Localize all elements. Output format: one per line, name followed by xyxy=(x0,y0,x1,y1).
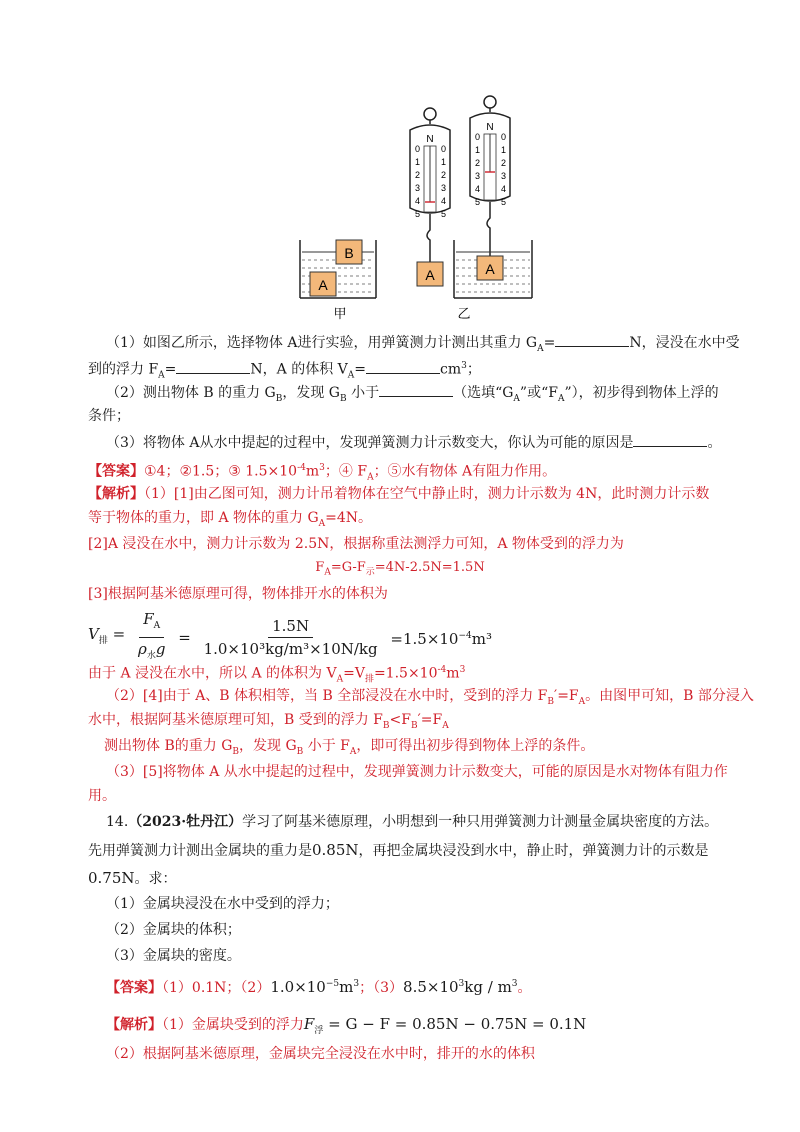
fraction-symbolic: $\frac{F_A}{\rho_水g}$ xyxy=(137,610,166,661)
svg-text:2: 2 xyxy=(415,170,421,180)
svg-text:2: 2 xyxy=(475,158,481,168)
svg-text:3: 3 xyxy=(501,171,507,181)
svg-text:4: 4 xyxy=(475,184,481,194)
q14-stem-1: 14.（2023·牡丹江）学习了阿基米德原理，小明想到一种只用弹簧测力计测量金属块密度的方法。 xyxy=(106,814,719,830)
volume-formula: $V_排$ = $\frac{F_A}{\rho_水g}$ = $\frac{1.5N}{\text{1.0×10³kg/m³×10N/kg}}$ $=1.5\times 10^{-4}m^3$ xyxy=(88,608,492,667)
svg-text:A: A xyxy=(485,261,495,277)
beaker-jia xyxy=(300,240,376,298)
unit-label: N xyxy=(426,134,434,145)
q14-stem-2: 先用弹簧测力计测出金属块的重力是0.85N，再把金属块浸没到水中，静止时，弹簧测力计的示数是 xyxy=(88,841,709,859)
q13-part2-line2: 条件； xyxy=(88,408,130,424)
svg-text:1: 1 xyxy=(441,157,447,167)
q13-part1-line2: 到的浮力 $F_A= N$，A 的体积 $V_A= cm^3$； xyxy=(88,356,481,385)
block-a-label: A xyxy=(318,277,328,293)
q13-analysis-2: 等于物体的重力，即 A 物体的重力 $G_A=4N$。 xyxy=(88,510,373,529)
spring-scale-figure xyxy=(296,90,536,326)
svg-text:5: 5 xyxy=(501,197,507,207)
block-b-label: B xyxy=(344,245,354,261)
q14-stem-3: 0.75N。求： xyxy=(88,869,177,887)
q13-part3: （3）将物体 A从水中提起的过程中，发现弹簧测力计示数变大，你认为可能的原因是 。 xyxy=(106,432,721,453)
svg-text:A: A xyxy=(425,267,435,283)
svg-text:N: N xyxy=(486,122,494,133)
q14-analysis-1: 【解析】（1）金属块受到的浮力$F_浮 = G - F = 0.85N - 0.75N = 0.1N$ xyxy=(106,1015,587,1036)
q14-question-3: （3）金属块的密度。 xyxy=(106,948,241,964)
svg-text:4: 4 xyxy=(415,196,421,206)
svg-text:4: 4 xyxy=(501,184,507,194)
q13-analysis-1: 【解析】（1）[1]由乙图可知，测力计吊着物体在空气中静止时，测力计示数为 4N，此时测力计示数 xyxy=(88,486,710,502)
q13-analysis-10: （3）[5]将物体 A 从水中提起的过程中，发现弹簧测力计示数变大，可能的原因是水对物体有阻力作 xyxy=(106,764,728,780)
svg-text:4: 4 xyxy=(441,196,447,206)
q13-analysis-3: [2]A 浸没在水中，测力计示数为 2.5N，根据称重法测浮力可知，A 物体受到的浮力为 xyxy=(88,536,624,552)
q13-part2-line1: （2）测出物体 B 的重力 $G_B$，发现 $G_B$ 小于 （选填“$G_A$”或“$F_A$”），初步得到物体上浮的 xyxy=(106,382,719,409)
svg-text:1: 1 xyxy=(415,157,421,167)
q14-analysis-2: （2）根据阿基米德原理，金属块完全浸没在水中时，排开的水的体积 xyxy=(106,1046,535,1062)
label-yi: 乙 xyxy=(457,307,471,322)
svg-text:5: 5 xyxy=(415,209,421,219)
q13-analysis-8: 水中，根据阿基米德原理可知，B 受到的浮力 $F_B<F_B'=F_A$ xyxy=(88,712,449,731)
svg-text:5: 5 xyxy=(475,197,481,207)
svg-text:1: 1 xyxy=(501,145,507,155)
scale-water xyxy=(454,96,532,298)
q13-analysis-5: [3]根据阿基米德原理可得，物体排开水的体积为 xyxy=(88,586,388,602)
q14-answer: 【答案】（1）0.1N；$(2)1.0\times 10^{-5}m^3$；$(3)8.5\times 10^3kg / m^3$。 xyxy=(106,978,532,996)
q13-analysis-11: 用。 xyxy=(88,788,116,804)
svg-text:3: 3 xyxy=(441,183,447,193)
svg-text:2: 2 xyxy=(441,170,447,180)
q14-question-2: （2）金属块的体积； xyxy=(106,922,241,938)
svg-text:5: 5 xyxy=(441,209,447,219)
q13-analysis-7: （2）[4]由于 A、B 体积相等，当 B 全部浸没在水中时，受到的浮力 $F_B'=F_A$。由图甲可知，B 部分浸入 xyxy=(106,688,754,707)
scale-air xyxy=(410,108,450,286)
q13-part1-line1: （1）如图乙所示，选择物体 A进行实验，用弹簧测力计测出其重力 $G_A= N$，浸没在水中受 xyxy=(106,332,740,359)
svg-text:2: 2 xyxy=(501,158,507,168)
svg-text:0: 0 xyxy=(441,144,447,154)
q13-analysis-6: 由于 A 浸没在水中，所以 A 的体积为 $V_A=V_排=1.5\times 10^{-4}m^3$ xyxy=(88,665,466,685)
fraction-numeric: $\frac{1.5N}{\text{1.0×10³kg/m³×10N/kg}}$ xyxy=(203,617,378,658)
svg-text:0: 0 xyxy=(501,132,507,142)
svg-text:3: 3 xyxy=(475,171,481,181)
svg-text:0: 0 xyxy=(415,144,421,154)
svg-text:1: 1 xyxy=(475,145,481,155)
label-jia: 甲 xyxy=(333,307,347,322)
buoyancy-formula: $F_A=G-F_示=4N-2.5N=1.5N$ xyxy=(315,560,485,578)
q14-question-1: （1）金属块浸没在水中受到的浮力； xyxy=(106,896,339,912)
svg-text:3: 3 xyxy=(415,183,421,193)
q13-analysis-9: 测出物体 B的重力 $G_B$，发现 $G_B$ 小于 $F_A$，即可得出初步得到物体上浮的条件。 xyxy=(104,738,595,757)
q13-answer: 【答案】①4；②1.5；③ $1.5\times 10^{-4}m^3$；④ $F_A$；⑤水有物体 A有阻力作用。 xyxy=(88,463,557,483)
svg-text:0: 0 xyxy=(475,132,481,142)
